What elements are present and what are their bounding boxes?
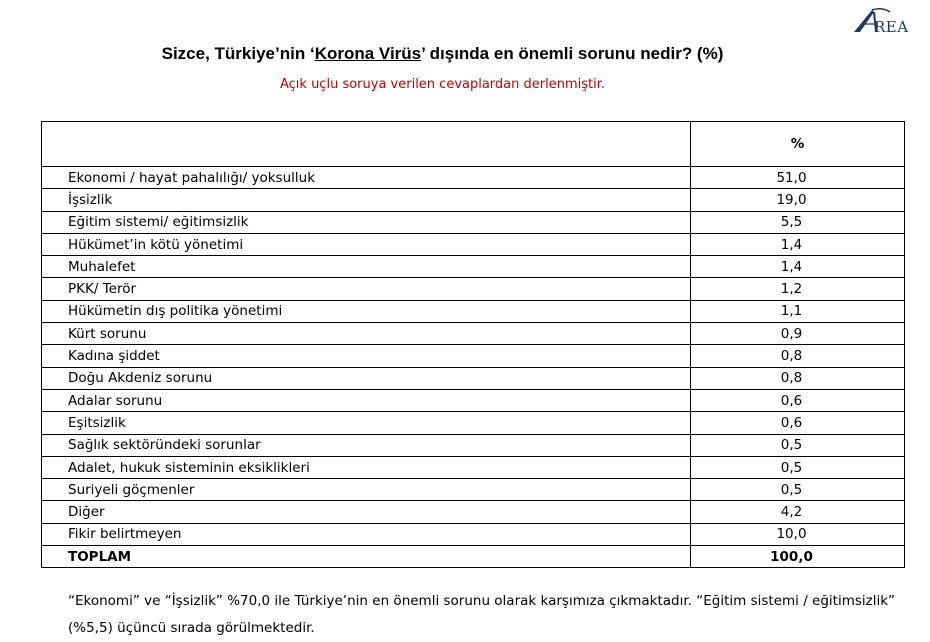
row-label: Kadına şiddet: [42, 345, 691, 367]
table-row: [42, 211, 905, 233]
row-label: Ekonomi / hayat pahalılığı/ yoksulluk: [42, 167, 691, 189]
results-table: [41, 121, 905, 568]
row-value: 1,1: [691, 300, 905, 322]
area-logo: [852, 6, 924, 36]
row-value: 1,4: [691, 256, 905, 278]
table-row: [42, 323, 905, 345]
row-value: 0,8: [691, 345, 905, 367]
row-label: Diğer: [42, 501, 691, 523]
table-row: [42, 300, 905, 322]
table-total-row: [42, 546, 905, 568]
row-value: 0,5: [691, 434, 905, 456]
row-value: 1,2: [691, 278, 905, 300]
total-value: 100,0: [691, 546, 905, 568]
row-label: Suriyeli göçmenler: [42, 479, 691, 501]
row-value: 10,0: [691, 523, 905, 545]
row-label: Adalar sorunu: [42, 389, 691, 411]
row-label: İşsizlik: [42, 189, 691, 211]
row-value: 1,4: [691, 233, 905, 255]
title-prefix: Sizce, Türkiye’nin ‘: [161, 44, 315, 63]
row-label: Sağlık sektöründeki sorunlar: [42, 434, 691, 456]
table-row: [42, 389, 905, 411]
table-row: [42, 167, 905, 189]
row-value: 0,5: [691, 479, 905, 501]
row-label: Hükümet’in kötü yönetimi: [42, 233, 691, 255]
row-label: Adalet, hukuk sisteminin eksiklikleri: [42, 456, 691, 478]
table-row: [42, 501, 905, 523]
table-row: [42, 367, 905, 389]
row-label: Doğu Akdeniz sorunu: [42, 367, 691, 389]
page-title: [0, 44, 885, 64]
footnote: “Ekonomi” ve “İşsizlik” %70,0 ile Türkiye’nin en önemli sorunu olarak karşımıza çıkmaktadır. “Eğitim sistemi / eğitimsizlik” (%5,5) üçüncü sırada görülmektedir.: [68, 593, 896, 636]
row-label: Eğitim sistemi/ eğitimsizlik: [42, 211, 691, 233]
table-row: [42, 189, 905, 211]
table-row: [42, 412, 905, 434]
row-value: 0,5: [691, 456, 905, 478]
title-suffix: ’ dışında en önemli sorunu nedir? (%): [421, 44, 724, 63]
table-row: [42, 345, 905, 367]
row-value: 0,8: [691, 367, 905, 389]
row-value: 5,5: [691, 211, 905, 233]
row-label: Kürt sorunu: [42, 323, 691, 345]
table-header-row: [42, 122, 905, 167]
row-label: Eşitsizlik: [42, 412, 691, 434]
row-value: 51,0: [691, 167, 905, 189]
table-row: [42, 479, 905, 501]
row-value: 0,9: [691, 323, 905, 345]
page-subtitle: Açık uçlu soruya verilen cevaplardan derlenmiştir.: [279, 77, 605, 92]
row-label: Muhalefet: [42, 256, 691, 278]
row-label: Fikir belirtmeyen: [42, 523, 691, 545]
row-value: 4,2: [691, 501, 905, 523]
title-underlined: Korona Virüs: [314, 44, 422, 63]
row-value: 0,6: [691, 412, 905, 434]
table-row: [42, 233, 905, 255]
table-row: [42, 256, 905, 278]
results-table-body: [42, 122, 905, 568]
table-row: [42, 434, 905, 456]
header-percent-cell: %: [691, 122, 905, 167]
total-label: TOPLAM: [42, 546, 691, 568]
table-row: [42, 278, 905, 300]
row-value: 0,6: [691, 389, 905, 411]
row-label: PKK/ Terör: [42, 278, 691, 300]
table-row: [42, 523, 905, 545]
row-value: 19,0: [691, 189, 905, 211]
logo-text: REA: [874, 18, 909, 36]
table-row: [42, 456, 905, 478]
row-label: Hükümetin dış politika yönetimi: [42, 300, 691, 322]
header-label-cell: [42, 122, 691, 167]
